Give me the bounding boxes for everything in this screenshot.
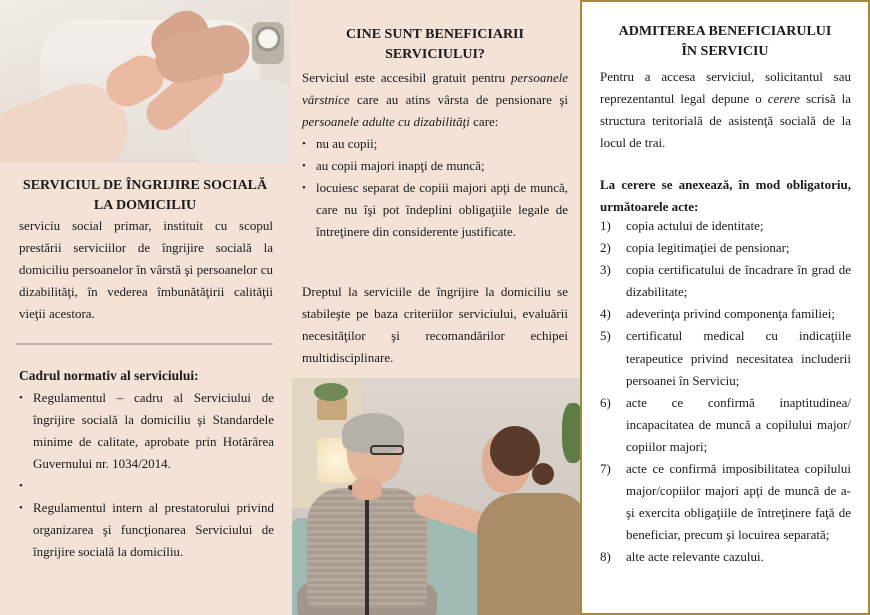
- list-gap: [17, 475, 274, 497]
- intro-emphasis-elderly: persoanele vârstnice: [302, 70, 568, 107]
- document-text: acte ce confirmă inaptitudinea/ incapacitatea de muncă a copilului major/ copiilor majori;: [626, 394, 851, 454]
- normative-item: • Regulamentul intern al prestatorului privind organizarea şi funcţionarea Serviciului de îngrijire socială la domiciliu.: [17, 497, 274, 563]
- admission-title-line2: ÎN SERVICIU: [681, 44, 769, 59]
- photo-pot: [317, 398, 347, 420]
- panel-service-description: [0, 0, 290, 615]
- admission-title-line1: ADMITEREA BENEFICIARULUI: [618, 24, 832, 39]
- beneficiaries-title-line1: CINE SUNT BENEFICIARII: [346, 27, 524, 42]
- normative-item: • Regulamentul – cadru al Serviciului de îngrijire socială la domiciliu şi Standardele minime de calitate, aprobate prin Hotărârea Guvernului nr. 1034/2014.: [17, 387, 274, 475]
- photo-watch: [252, 22, 284, 64]
- document-number: 3): [600, 262, 611, 278]
- photo-hands: [352, 478, 382, 500]
- document-number: 5): [600, 328, 611, 344]
- intro-text: scrisă la structura teritorială de asistenţă socială de la locul de trai.: [600, 91, 851, 150]
- service-title-line1: SERVICIUL DE ÎNGRIJIRE SOCIALĂ: [22, 178, 268, 193]
- intro-emphasis-request: cerere: [767, 91, 800, 106]
- right-to-service-text: Dreptul la serviciile de îngrijire la domiciliu se stabileşte pe baza criteriilor serviciului, evaluării necesităţilor şi recomandărilor echipei multidisciplinare.: [302, 284, 568, 365]
- document-item: [600, 259, 851, 303]
- document-number: 1): [600, 218, 611, 233]
- photo-glasses: [370, 445, 404, 455]
- document-number: 7): [600, 461, 611, 477]
- document-text: certificatul medical cu indicaţiile terapeutice privind necesitatea includerii persoanei în Serviciu;: [626, 328, 851, 388]
- document-number: 2): [600, 240, 611, 256]
- photo-plant: [314, 383, 348, 401]
- document-item: [600, 237, 851, 259]
- photo-plant-2: [562, 403, 580, 463]
- beneficiaries-intro: [302, 67, 568, 133]
- photo-cane: [365, 488, 369, 615]
- beneficiaries-title-line2: SERVICIULUI?: [385, 47, 485, 62]
- service-title-line2: LA DOMICILIU: [93, 198, 197, 213]
- intro-text: care au atins vârsta de pensionare şi: [349, 92, 568, 107]
- document-item: [600, 325, 851, 391]
- caregiver-with-elderly-woman-photo: [292, 378, 580, 615]
- document-number: 8): [600, 549, 611, 565]
- photo-caregiver-bun: [532, 463, 554, 485]
- document-text: copia legitimaţiei de pensionar;: [626, 240, 790, 256]
- required-documents-list: [600, 215, 851, 569]
- annex-heading: La cerere se anexează, în mod obligatoriu, următoarele acte:: [600, 177, 851, 214]
- condition-item: • nu au copii;: [300, 133, 568, 155]
- document-item: [600, 303, 851, 325]
- document-number: 6): [600, 394, 611, 410]
- document-item: [600, 215, 851, 237]
- document-text: adeverinţa privind componenţa familiei;: [626, 306, 836, 322]
- document-item: [600, 546, 851, 568]
- document-text: copia certificatului de încadrare în grad de dizabilitate;: [626, 262, 851, 300]
- normative-heading: Cadrul normativ al serviciului:: [19, 368, 199, 383]
- normative-list: [17, 387, 274, 563]
- service-title: [14, 176, 276, 216]
- intro-text: care:: [469, 114, 499, 129]
- intro-text: Serviciul este accesibil gratuit pentru: [302, 70, 511, 85]
- panel-admission: [580, 0, 870, 615]
- conditions-list: [300, 133, 568, 243]
- condition-item: • locuiesc separat de copiii majori apţi de muncă, care nu îşi pot îndeplini obligaţiile legale de întreţinere din considerente justificate.: [300, 177, 568, 243]
- document-text: acte ce confirmă imposibilitatea copilului major/copiilor majori apţi de muncă de a-şi exercita obligaţiile de întreţinere faţă de beneficiar, precum şi locuirea separată;: [626, 461, 851, 543]
- document-item: [600, 458, 851, 546]
- photo-caregiver-body: [477, 493, 580, 615]
- admission-intro: [600, 66, 851, 154]
- beneficiaries-title: [304, 25, 566, 65]
- intro-emphasis-disabled: persoanele adulte cu dizabilităţi: [302, 114, 470, 129]
- document-item: [600, 392, 851, 458]
- document-text: alte acte relevante cazului.: [626, 549, 764, 565]
- admission-title: [596, 22, 854, 62]
- service-intro: serviciu social primar, instituit cu scopul prestării serviciilor de îngrijire socială la domiciliu persoanelor în vârstă şi persoanelor cu dizabilităţi, în vederea îmbunătăţirii calităţii vieţii acestora.: [19, 218, 273, 321]
- intro-text: Pentru a accesa serviciul, solicitantul sau reprezentantul legal depune o: [600, 69, 851, 106]
- section-divider: [16, 343, 273, 345]
- panel-beneficiaries: [290, 0, 580, 615]
- document-text: copia actului de identitate;: [626, 218, 764, 233]
- condition-item: • au copii majori inapţi de muncă;: [300, 155, 568, 177]
- document-number: 4): [600, 306, 611, 322]
- holding-hands-photo: [0, 0, 290, 162]
